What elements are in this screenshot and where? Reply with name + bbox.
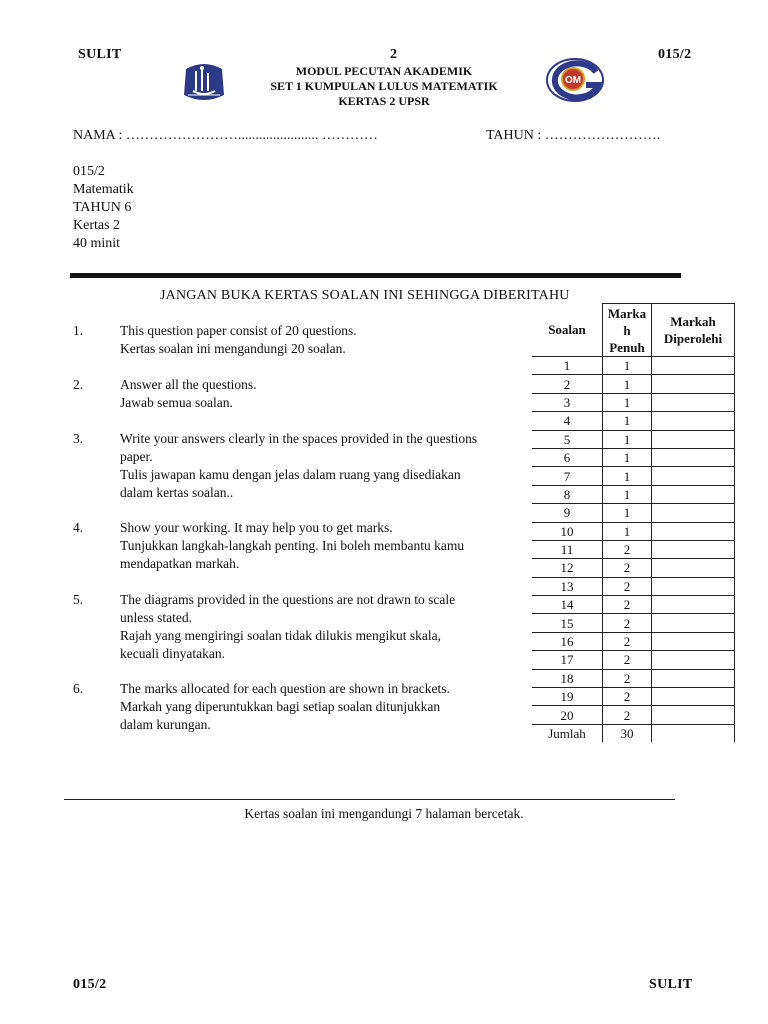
marks-row (532, 706, 735, 724)
instructions-list (73, 322, 533, 742)
full-marks: 1 (603, 375, 652, 393)
full-marks: 1 (603, 485, 652, 503)
module-title (200, 64, 568, 109)
full-marks: 2 (603, 688, 652, 706)
svg-text:OM: OM (564, 75, 582, 86)
marks-row (532, 393, 735, 411)
full-marks: 2 (603, 577, 652, 595)
nama-field[interactable] (73, 127, 378, 145)
marks-obtained-cell[interactable] (652, 504, 735, 522)
col-soalan: Soalan (532, 304, 603, 357)
paper-duration: 40 minit (73, 236, 121, 251)
header-code: 015/2 (658, 47, 692, 62)
marks-obtained-cell[interactable] (652, 357, 735, 375)
marks-row (532, 614, 735, 632)
full-marks: 1 (603, 393, 652, 411)
full-marks: 2 (603, 614, 652, 632)
full-marks: 1 (603, 357, 652, 375)
marks-row (532, 412, 735, 430)
question-number: 7 (532, 467, 603, 485)
instruction-text: Answer all the questions. Jawab semua soalan. (120, 377, 257, 410)
footer-sulit: SULIT (649, 977, 693, 992)
marks-row (532, 467, 735, 485)
tahun-label: TAHUN : (486, 128, 542, 143)
question-number: 13 (532, 577, 603, 595)
instruction-number: 1. (73, 323, 84, 338)
marks-row (532, 688, 735, 706)
full-marks: 1 (603, 522, 652, 540)
col-markah-diperolehi: Markah Diperolehi (652, 304, 735, 357)
full-marks: 2 (603, 540, 652, 558)
marks-row (532, 669, 735, 687)
question-number: 4 (532, 412, 603, 430)
title-line-3: KERTAS 2 UPSR (338, 94, 430, 108)
marks-obtained-cell[interactable] (652, 651, 735, 669)
thick-divider (70, 273, 681, 278)
marks-obtained-cell[interactable] (652, 559, 735, 577)
marks-obtained-cell[interactable] (652, 430, 735, 448)
question-number: 5 (532, 430, 603, 448)
question-number: 1 (532, 357, 603, 375)
question-number: 20 (532, 706, 603, 724)
question-number: 10 (532, 522, 603, 540)
page-number: 2 (390, 47, 398, 62)
paper-code: 015/2 (73, 164, 105, 179)
marks-obtained-cell[interactable] (652, 632, 735, 650)
instruction-number: 5. (73, 592, 84, 607)
question-number: 2 (532, 375, 603, 393)
question-number: 17 (532, 651, 603, 669)
header-sulit: SULIT (78, 47, 122, 62)
marks-row (532, 448, 735, 466)
marks-total-row (532, 724, 735, 742)
instruction-number: 6. (73, 681, 84, 696)
question-number: 14 (532, 596, 603, 614)
marks-obtained-cell[interactable] (652, 522, 735, 540)
marks-obtained-cell[interactable] (652, 412, 735, 430)
instruction-text: Show your working. It may help you to get marks. Tunjukkan langkah-langkah penting. Ini boleh membantu kamu mendapatkan markah. (120, 520, 465, 571)
total-label: Jumlah (532, 724, 603, 742)
marks-obtained-cell[interactable] (652, 577, 735, 595)
footer-code: 015/2 (73, 977, 107, 992)
marks-row (532, 430, 735, 448)
marks-obtained-cell[interactable] (652, 485, 735, 503)
total-full-marks: 30 (603, 724, 652, 742)
marks-row (532, 651, 735, 669)
marks-obtained-cell[interactable] (652, 596, 735, 614)
question-number: 18 (532, 669, 603, 687)
school-logo-right (546, 58, 604, 102)
nama-label: NAMA : (73, 128, 123, 143)
question-number: 8 (532, 485, 603, 503)
paper-info (73, 163, 134, 253)
marks-obtained-cell[interactable] (652, 375, 735, 393)
paper-subject: Matematik (73, 182, 134, 197)
marks-row (532, 596, 735, 614)
instruction-text: The diagrams provided in the questions are not drawn to scale unless stated. Rajah yang mengiringi soalan tidak dilukis mengikut skala, kecuali dinyatakan. (120, 592, 456, 661)
marks-row (532, 540, 735, 558)
instruction-text: The marks allocated for each question are shown in brackets. Markah yang diperuntukkan bagi setiap soalan ditunjukkan dalam kurungan. (120, 681, 450, 732)
marks-obtained-cell[interactable] (652, 448, 735, 466)
full-marks: 1 (603, 412, 652, 430)
question-number: 3 (532, 393, 603, 411)
marks-row (532, 485, 735, 503)
full-marks: 2 (603, 706, 652, 724)
question-number: 15 (532, 614, 603, 632)
warning-text: JANGAN BUKA KERTAS SOALAN INI SEHINGGA DIBERITAHU (160, 288, 570, 303)
marks-row (532, 577, 735, 595)
marks-obtained-cell[interactable] (652, 614, 735, 632)
paper-number: Kertas 2 (73, 218, 121, 233)
marks-row (532, 632, 735, 650)
tahun-dots: ……………………. (544, 128, 661, 143)
page-count-note: Kertas soalan ini mengandungi 7 halaman bercetak. (244, 806, 524, 821)
col-markah-penuh: Marka h Penuh (603, 304, 652, 357)
full-marks: 2 (603, 669, 652, 687)
footer-divider (64, 799, 675, 800)
question-number: 16 (532, 632, 603, 650)
marks-obtained-cell[interactable] (652, 467, 735, 485)
full-marks: 2 (603, 596, 652, 614)
full-marks: 2 (603, 632, 652, 650)
instruction-text: Write your answers clearly in the spaces provided in the questions paper. Tulis jawapan kamu dengan jelas dalam ruang yang disediakan dalam kertas soalan.. (120, 431, 478, 500)
marks-row (532, 559, 735, 577)
question-number: 12 (532, 559, 603, 577)
marks-table-header (532, 304, 735, 357)
marks-row (532, 522, 735, 540)
question-number: 9 (532, 504, 603, 522)
question-number: 19 (532, 688, 603, 706)
instruction-number: 3. (73, 431, 84, 446)
marks-obtained-cell[interactable] (652, 393, 735, 411)
school-logo-left (180, 61, 228, 103)
marks-table (532, 303, 735, 742)
full-marks: 2 (603, 651, 652, 669)
full-marks: 1 (603, 467, 652, 485)
title-line-1: MODUL PECUTAN AKADEMIK (295, 64, 473, 78)
question-number: 6 (532, 448, 603, 466)
instruction-number: 2. (73, 377, 84, 392)
full-marks: 2 (603, 559, 652, 577)
instruction-text: This question paper consist of 20 questions. Kertas soalan ini mengandungi 20 soalan. (120, 323, 357, 356)
marks-row (532, 357, 735, 375)
title-line-2: SET 1 KUMPULAN LULUS MATEMATIK (270, 79, 498, 93)
paper-year: TAHUN 6 (73, 200, 132, 215)
instruction-number: 4. (73, 520, 84, 535)
marks-obtained-cell[interactable] (652, 688, 735, 706)
full-marks: 1 (603, 430, 652, 448)
marks-obtained-cell[interactable] (652, 540, 735, 558)
nama-dots: ……………………....................... ………… (125, 128, 378, 143)
question-number: 11 (532, 540, 603, 558)
marks-row (532, 375, 735, 393)
marks-obtained-cell[interactable] (652, 669, 735, 687)
marks-row (532, 504, 735, 522)
tahun-field[interactable] (486, 127, 660, 145)
total-obtained-cell[interactable] (652, 724, 735, 742)
full-marks: 1 (603, 448, 652, 466)
full-marks: 1 (603, 504, 652, 522)
marks-obtained-cell[interactable] (652, 706, 735, 724)
